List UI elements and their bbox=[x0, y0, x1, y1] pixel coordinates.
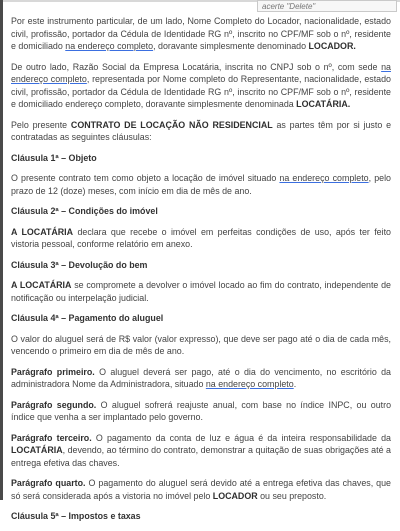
clausula-1-text bbox=[11, 172, 391, 197]
text: ou seu preposto. bbox=[257, 490, 327, 501]
text: O pagamento da conta de luz e água é da inteira responsabilidade da bbox=[91, 432, 391, 443]
text: Por este instrumento particular, de um lado, Nome Completo do Locador, nacionalidade, estado civil, profissão, portador da Cédula de Identidade RG nº, inscrito no CPF/MF sob o nº, residente e domiciliado bbox=[11, 16, 391, 51]
clausula-3-title: Cláusula 3ª – Devolução do bem bbox=[11, 259, 148, 270]
text: O aluguel deverá ser pago, até o dia do vencimento, no escritório da administradora Nome da Administradora, situado bbox=[11, 366, 391, 389]
text: , pelo prazo de 12 (doze) meses, com início em dia de mês de ano. bbox=[11, 173, 391, 196]
bold-text: Parágrafo terceiro. bbox=[11, 432, 92, 443]
clausula-2-text bbox=[11, 226, 391, 251]
text: O pagamento do aluguel será devido até a entrega efetiva das chaves, que só será considerada após a vistoria no imóvel pelo bbox=[11, 478, 391, 501]
text: se compromete a devolver o imóvel locado ao fim do contrato, independente de notificação ou interpelação judicial. bbox=[11, 280, 391, 303]
bold-text: LOCADOR. bbox=[308, 41, 356, 51]
text: O aluguel sofrerá reajuste anual, com base no índice INPC, ou outro índice que venha a ser implantado pelo governo. bbox=[11, 399, 392, 422]
text: Pelo presente bbox=[11, 119, 71, 130]
text: , representada por Nome completo do Representante, nacionalidade, estado civil, profissão, portador da Cédula de Identidade RG nº, inscrito no CPF/MF sob o nº, residente e domiciliado endereço completo, doravante simplesmente denominada bbox=[11, 74, 391, 109]
bold-text: Parágrafo primeiro. bbox=[11, 366, 95, 377]
bold-text: LOCATÁRIA. bbox=[296, 99, 351, 109]
text: De outro lado, Razão Social da Empresa Locatária, inscrita no CNPJ sob o nº, com sede bbox=[11, 61, 382, 72]
text: declara que recebe o imóvel em perfeitas condições de uso, após ter feito vistoria pessoal, conforme relatório em anexo. bbox=[11, 226, 391, 249]
address-placeholder[interactable]: na endereço completo bbox=[279, 173, 369, 183]
bold-text: LOCATÁRIA bbox=[11, 445, 63, 455]
text: . bbox=[293, 379, 297, 389]
bold-text: A LOCATÁRIA bbox=[11, 226, 74, 237]
paragrafo-segundo bbox=[11, 399, 391, 424]
address-placeholder[interactable]: na endereço completo bbox=[65, 41, 154, 51]
text: as partes têm por si justo e contratadas as seguintes cláusulas: bbox=[11, 119, 392, 142]
clausula-1-title: Cláusula 1ª – Objeto bbox=[11, 152, 97, 163]
paragrafo-terceiro bbox=[11, 432, 391, 470]
bold-text: Parágrafo segundo. bbox=[11, 399, 97, 410]
bold-text: LOCADOR bbox=[212, 490, 258, 501]
contract-document bbox=[11, 15, 391, 531]
text: , doravante simplesmente denominado bbox=[153, 41, 309, 51]
clausula-4-title: Cláusula 4ª – Pagamento do aluguel bbox=[11, 313, 164, 323]
paragrafo-quarto bbox=[11, 477, 391, 502]
paragraph-locador bbox=[11, 15, 391, 53]
clausula-5-title: Cláusula 5ª – Impostos e taxas bbox=[11, 511, 141, 521]
paragrafo-primeiro bbox=[11, 366, 391, 391]
address-placeholder[interactable]: na endereço completo bbox=[205, 379, 294, 389]
text: O presente contrato tem como objeto a locação de imóvel situado bbox=[11, 173, 280, 183]
clausula-3-text bbox=[11, 279, 391, 304]
clausula-4-text: O valor do aluguel será de R$ valor (valor expresso), que deve ser pago até o dia de cada mês, vencendo o primeiro em dia de mês de ano. bbox=[11, 333, 391, 356]
paragraph-intro bbox=[11, 119, 391, 144]
bold-text: CONTRATO DE LOCAÇÃO NÃO RESIDENCIAL bbox=[70, 119, 273, 130]
paragraph-locataria bbox=[11, 61, 391, 111]
address-placeholder[interactable]: na endereço completo bbox=[11, 61, 391, 84]
comment-hint-box: acerte "Delete" bbox=[257, 0, 397, 12]
clausula-2-title: Cláusula 2ª – Condições do imóvel bbox=[11, 206, 158, 216]
text: , devendo, ao término do contrato, demonstrar a quitação de suas obrigações até a entrega efetiva das chaves. bbox=[11, 445, 391, 468]
page-left-edge bbox=[0, 0, 3, 500]
bold-text: A LOCATÁRIA bbox=[11, 280, 72, 290]
bold-text: Parágrafo quarto. bbox=[11, 478, 86, 488]
